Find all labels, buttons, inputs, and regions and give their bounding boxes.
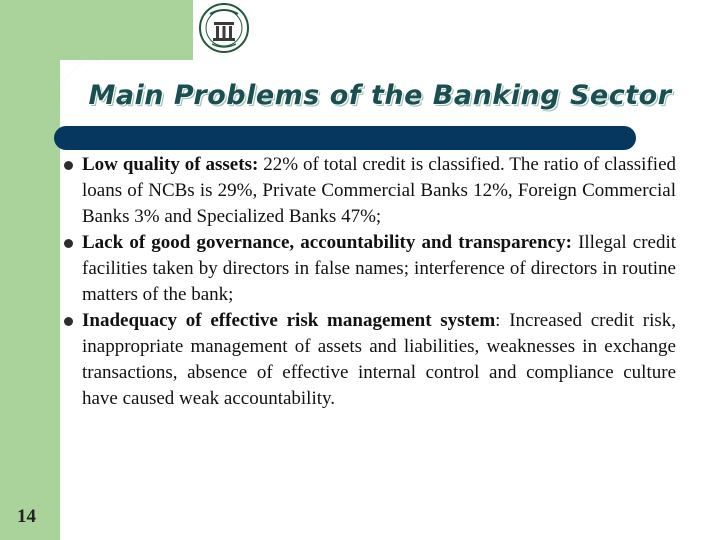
bullet-text (82, 308, 676, 412)
bullet-dot-icon (64, 161, 73, 170)
bullet-item-asset-quality (70, 152, 676, 230)
slide-title: Main Problems of the Banking Sector (88, 80, 672, 111)
bullet-heading: Lack of good governance, accountability and transparency: (82, 232, 572, 253)
bullet-heading: Inadequacy of effective risk management system (82, 310, 496, 331)
bullet-item-risk-management (70, 308, 676, 412)
page-number: 14 (17, 506, 36, 527)
bullet-body: : Increased credit risk, inappropriate management of assets and liabilities, weaknesses in exchange transactions, absence of effective internal control and compliance culture have caused weak accountability. (82, 310, 676, 409)
bullet-text (82, 152, 676, 230)
left-sidebar-band (0, 0, 60, 540)
title-divider-bar (54, 126, 636, 150)
bullet-body: Illegal credit facilities taken by directors in false names; interference of directors in routine matters of the bank; (82, 232, 677, 305)
bullet-heading: Low quality of assets: (82, 154, 259, 175)
bullet-item-governance (70, 230, 676, 308)
top-band (60, 0, 193, 60)
bullet-dot-icon (64, 317, 73, 326)
bullet-body: 22% of total credit is classified. The ratio of classified loans of NCBs is 29%, Private Commercial Banks 12%, Foreign Commercial Banks 3% and Specialized Banks 47%; (82, 154, 677, 227)
bullet-dot-icon (64, 239, 73, 248)
bank-emblem-svg (196, 0, 252, 56)
bullet-list (70, 152, 676, 412)
bullet-text (82, 230, 676, 308)
bank-emblem-icon (196, 0, 252, 56)
